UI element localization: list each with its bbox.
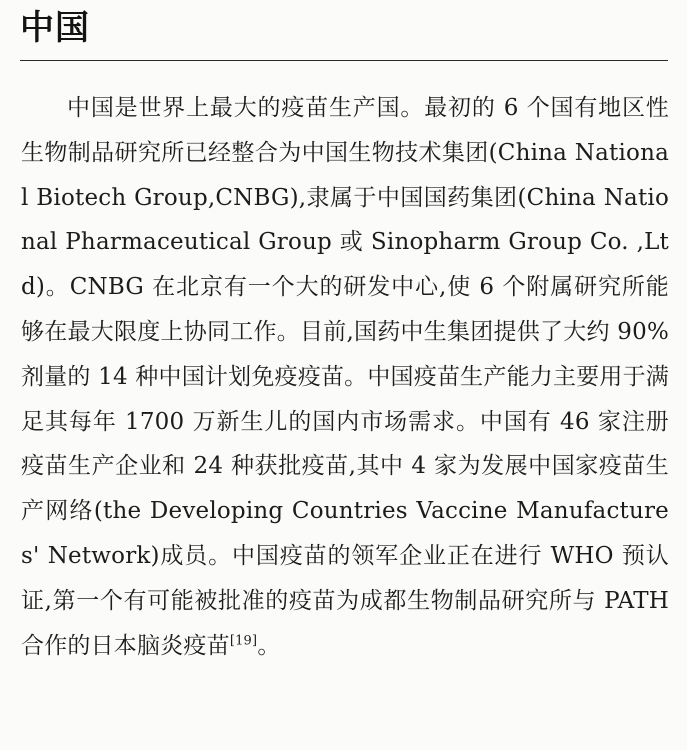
- section-heading: 中国: [20, 8, 90, 48]
- citation-reference: [19]: [229, 632, 258, 648]
- paragraph-text: 中国是世界上最大的疫苗生产国。最初的 6 个国有地区性生物制品研究所已经整合为中国生物技术集团(China National Biotech Group,CNBG),隶属于中国国药集团(China National Pharmaceutical Group 或 Sinopharm Group Co. ,Ltd)。CNBG 在北京有一个大的研发中心,使 6 个附属研究所能够在最大限度上协同工作。目前,国药中生集团提供了大约 90% 剂量的 14 种中国计划免疫疫苗。中国疫苗生产能力主要用于满足其每年 1700 万新生儿的国内市场需求。中国有 46 家注册疫苗生产企业和 24 种获批疫苗,其中 4 家为发展中国家疫苗生产网络(the Developing Countries Vaccine Manufactures' Network)成员。中国疫苗的领军企业正在进行 WHO 预认证,第一个有可能被批准的疫苗为成都生物制品研究所与 PATH 合作的日本脑炎疫苗: [21, 95, 669, 659]
- body-paragraph: [21, 86, 669, 668]
- heading-rule: [20, 60, 668, 61]
- paragraph-ending: 。: [257, 632, 281, 659]
